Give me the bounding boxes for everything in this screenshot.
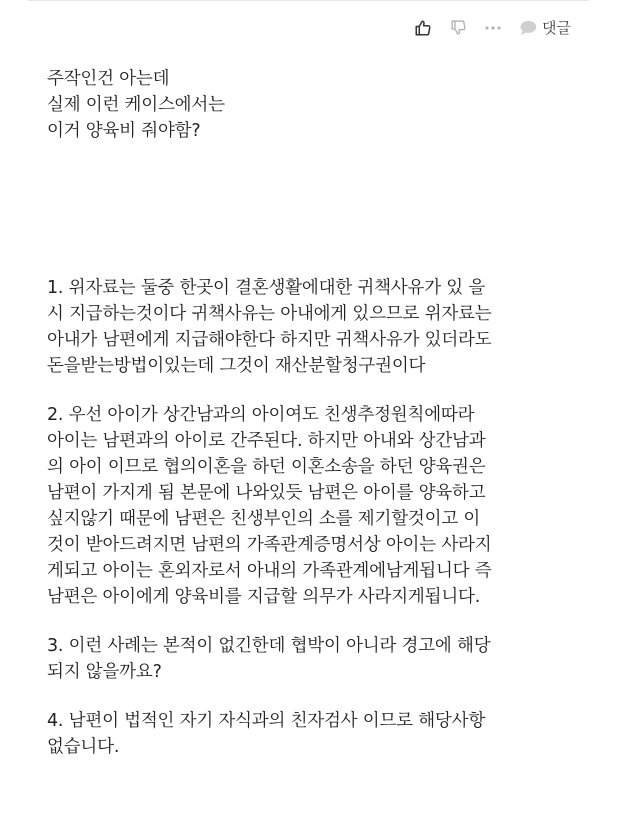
like-button[interactable] — [414, 19, 432, 37]
post-paragraph-3: 3. 이런 사례는 본적이 없긴한데 협박이 아니라 경고에 해당 되지 않을까요? — [47, 636, 491, 682]
comment-button[interactable] — [519, 17, 571, 38]
comment-actions-bar — [414, 17, 571, 38]
dislike-button[interactable] — [450, 19, 467, 36]
post-paragraph-4: 4. 남편이 법적인 자기 자식과의 친자검사 이므로 해당사항 없습니다. — [47, 711, 486, 757]
post-body — [47, 66, 587, 783]
more-icon — [485, 25, 501, 31]
post-paragraph-2: 2. 우선 아이가 상간남과의 아이여도 친생추정원칙에따라 아이는 남편과의 아이로 간주된다. 하지만 아내와 상간남과 의 아이 이므로 협의이혼을 하던 이혼소송을 하던 양육권은 남편이 가지게 됨 본문에 나와있듯 남편은 아이를 양육하고 싶지않기 때문에 남편은 친생부인의 소를 제기할것이고 이 것이 받아드려지면 남편의 가족관계증명서상 아이는 사라지 게되고 아이는 혼외자로서 아내의 가족관계에남게됩니다 즉 남편은 아이에게 양육비를 지급할 의무가 사라지게됩니다. — [47, 405, 492, 607]
top-divider — [28, 0, 589, 1]
more-button[interactable] — [485, 25, 501, 31]
thumbs-up-icon — [414, 19, 432, 37]
comment-label: 댓글 — [542, 19, 571, 37]
thumbs-down-icon — [450, 19, 467, 36]
speech-bubble-icon — [519, 20, 537, 36]
post-intro: 주작인건 아는데 실제 이런 케이스에서는 이거 양육비 줘야함? — [47, 69, 225, 141]
post-paragraph-1: 1. 위자료는 둘중 한곳이 결혼생활에대한 귀책사유가 있 을 시 지급하는것이다 귀책사유는 아내에게 있으므로 위자료는 아내가 남편에게 지급해야한다 하지만 귀책사유가 있더라도 돈을받는방법이있는데 그것이 재산분할청구권이다 — [47, 278, 492, 376]
